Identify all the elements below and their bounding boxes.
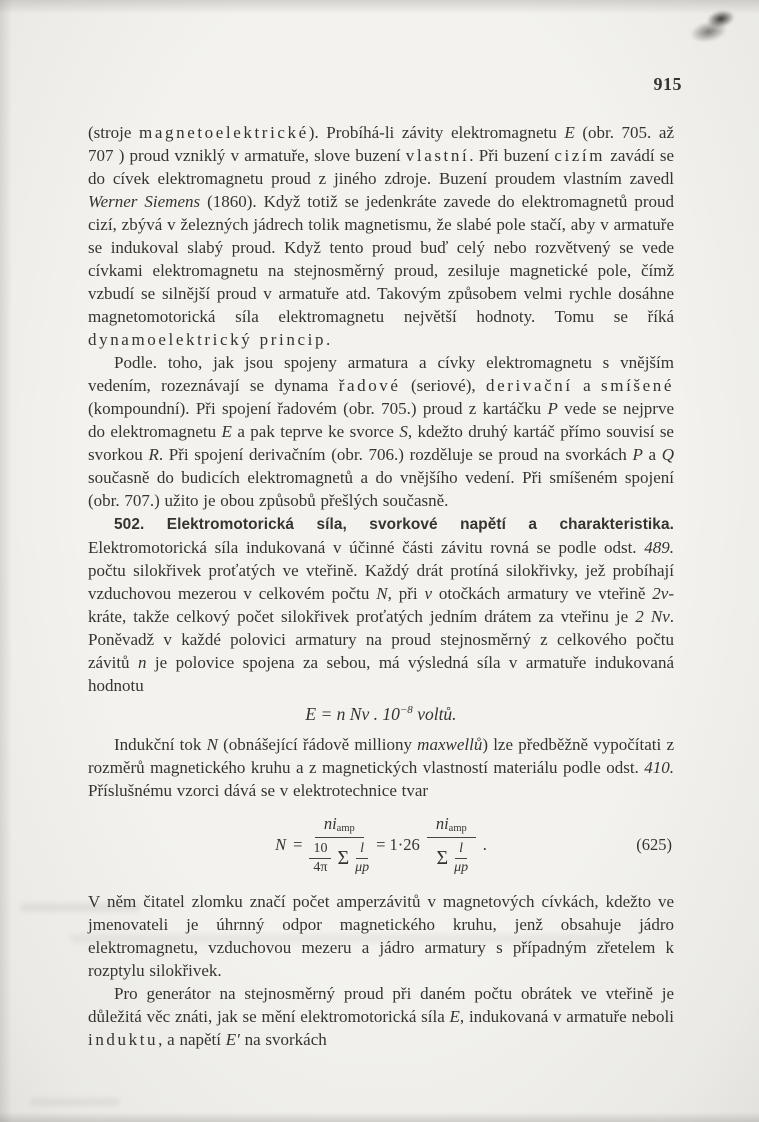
- sub-fraction: [309, 841, 331, 876]
- body-text: V něm čitatel zlomku značí počet amperzávitů v magnetových cívkách, kdežto ve jmenovateli je úhrnný odpor magnetického kruhu, jenž obsahuje jádro elektromagnetu, vzduchovou mezeru a jádro armatury s případným zřetelem k rozptylu silokřivek.: [88, 892, 674, 980]
- spaced-text: induktu: [88, 1030, 159, 1049]
- body-text: (obnášející řádově milliony: [217, 735, 418, 754]
- body-text: .: [326, 330, 331, 349]
- fraction-numerator: [427, 814, 476, 838]
- body-text: zavádí se do cívek elektromagnetu proud z jiného zdroje. Buzení proudem vlastním zavedl: [88, 146, 674, 188]
- body-text: (seriové),: [400, 376, 487, 395]
- ampere-turns-symbol: ni: [323, 814, 337, 833]
- flux-symbol: N: [275, 835, 287, 854]
- sum-symbol: Σ: [337, 847, 350, 869]
- body-text: vede se nejprve do elektromagnetu: [88, 399, 675, 441]
- fraction-numerator: [315, 814, 364, 838]
- italic-text: E: [564, 123, 575, 142]
- paragraph-group: [88, 890, 674, 1051]
- body-text: Elektromotorická síla indukovaná v účinné části závitu rovná se podle odst.: [88, 538, 645, 557]
- text-column: [88, 121, 674, 1051]
- body-text: . Poněvadž v každé polovici armatury na proud stejnosměrný z celkového počtu závitů: [88, 607, 674, 672]
- body-text: . Při buzení: [469, 146, 555, 165]
- italic-text: 489.: [644, 538, 674, 557]
- paragraph: [88, 890, 674, 982]
- body-text: . Při spojení derivačním (obr. 706.) rozděluje se proud na svorkách: [158, 445, 633, 464]
- length-symbol: l: [455, 841, 467, 859]
- italic-text: E: [221, 422, 232, 441]
- italic-text: N: [376, 584, 388, 603]
- spaced-text: řadové: [338, 376, 401, 395]
- body-text: Indukční tok: [114, 735, 207, 754]
- body-text: , a napětí: [158, 1030, 226, 1049]
- fraction-denominator: [309, 838, 369, 876]
- fraction-denominator: [434, 838, 468, 876]
- body-text: a: [642, 445, 662, 464]
- constant-ten: 10: [309, 841, 331, 859]
- formula-emf: [88, 704, 674, 725]
- length-symbol: l: [356, 841, 368, 859]
- italic-text: Werner Siemens: [88, 192, 201, 211]
- page-number: 915: [653, 74, 682, 94]
- mu-p-symbol: μp: [454, 860, 469, 875]
- italic-text: 2 Nv: [635, 607, 670, 626]
- body-text: (1860). Když totiž se jedenkráte zavede do elektromagnetů proud cizí, zbývá v železných jádrech tolik magnetismu, že slabé pole stačí, aby v armatuře se indukoval slabý proud. Když tento proud buď celý nebo rozvětvený se vede cívkami elektromagnetu na stejnosměrný proud, zesiluje magnetické pole, čímž vzbudí se silnější proud v armatuře atd. Takovým způsobem velmi rychle dosáhne magnetomotorická síla elektromagnetu největší hodnoty. Tomu se říká: [88, 192, 674, 326]
- body-text: (kompoundní). Při spojení řadovém (obr. 705.) proud z kartáčku: [88, 399, 548, 418]
- body-text: (obr. 705. až 707 ) proud vzniklý v armatuře, slove buzení: [88, 123, 674, 165]
- equals-coefficient: = 1·26: [376, 835, 420, 854]
- body-text: současně do budicích elektromagnetů a do vnějšího vedení. Při smíšeném spojení (obr. 707.) užito je obou způsobů přešlých současně.: [88, 468, 674, 510]
- paragraph: [88, 512, 674, 697]
- paragraph: [88, 351, 674, 512]
- body-text: (stroje: [88, 123, 140, 142]
- main-fraction: [309, 814, 369, 876]
- equals-sign: =: [293, 835, 303, 854]
- italic-text: S: [399, 422, 408, 441]
- formula-flux-body: [275, 814, 487, 876]
- body-text: Pro generátor na stejnosměrný proud při daném počtu obrátek ve vteřině je důležitá věc znáti, jak se mění elektromotorická síla: [88, 984, 674, 1026]
- spaced-text: vlastní: [405, 146, 470, 165]
- paragraph: [88, 733, 674, 802]
- formula-emf-body: E = n Nv . 10: [305, 704, 400, 724]
- main-fraction: [427, 814, 476, 876]
- italic-text: R: [148, 445, 159, 464]
- body-text: Podle. toho, jak jsou spojeny armatura a cívky elektromagnetu s vnějším vedením, rozeznávají se dynama: [88, 353, 674, 395]
- italic-text: 410.: [644, 758, 674, 777]
- sub-fraction: [355, 841, 369, 876]
- italic-text: 2v: [652, 584, 669, 603]
- formula-emf-exponent: −8: [399, 704, 413, 717]
- italic-text: maxwellů: [417, 735, 483, 754]
- body-text: , při: [387, 584, 425, 603]
- body-text: -kráte, takže celkový počet silokřivek proťatých jedním drátem za vteřinu je: [88, 584, 674, 626]
- spaced-text: smíšené: [601, 376, 674, 395]
- mu-p-symbol: μp: [355, 860, 370, 875]
- body-text: je polovice spojena za sebou, má výsledná síla v armatuře indukovaná hodnotu: [88, 653, 675, 695]
- body-text: ) lze předběžně vypočítati z rozměrů magnetického kruhu a z magnetických vlastností materiálu podle odst.: [88, 735, 674, 777]
- section-heading: 502. Elektromotorická síla, svorkové napětí a charakteristika.: [114, 516, 674, 533]
- amp-subscript: amp: [448, 823, 467, 834]
- italic-text: N: [206, 735, 218, 754]
- body-text: na svorkách: [239, 1030, 327, 1049]
- body-text: otočkách armatury ve vteřině: [432, 584, 653, 603]
- body-text: a pak teprve ke svorce: [231, 422, 400, 441]
- sum-symbol: Σ: [436, 847, 449, 869]
- paragraph-group: [88, 121, 674, 697]
- spaced-text: cizím: [554, 146, 606, 165]
- italic-text: n: [137, 653, 147, 672]
- sub-fraction: [454, 841, 468, 876]
- ink-smudge: [683, 0, 748, 50]
- ampere-turns-symbol: ni: [435, 814, 449, 833]
- italic-text: E′: [225, 1030, 240, 1049]
- italic-text: E: [449, 1007, 460, 1026]
- spaced-text: dynamoelektrický princip: [88, 330, 327, 349]
- paragraph: [88, 121, 674, 351]
- paragraph: [88, 982, 674, 1051]
- body-text: , kdežto druhý kartáč přímo souvisí se svorkou: [88, 422, 674, 464]
- spaced-text: derivační: [486, 376, 573, 395]
- equation-number: (625): [636, 835, 672, 854]
- body-text: počtu silokřivek proťatých ve vteřině. Každý drát protíná silokřivky, jež probíhají vzduchovou mezerou v celkovém počtu: [88, 561, 674, 603]
- body-text: a: [572, 376, 602, 395]
- body-text: , indukovaná v armatuře neboli: [459, 1007, 674, 1026]
- italic-text: Q: [661, 445, 675, 464]
- spaced-text: magnetoelektrické: [139, 123, 309, 142]
- amp-subscript: amp: [336, 823, 355, 834]
- italic-text: P: [632, 445, 643, 464]
- four-pi: 4π: [313, 860, 328, 875]
- period: .: [482, 835, 487, 854]
- italic-text: P: [547, 399, 558, 418]
- body-text: Příslušnému vzorci dává se v elektrotechnice tvar: [88, 781, 429, 800]
- paragraph-group: [88, 733, 674, 802]
- italic-text: v: [424, 584, 433, 603]
- formula-emf-unit: voltů.: [412, 704, 457, 724]
- formula-flux: [88, 814, 674, 876]
- bleedthrough-smudge: [30, 1098, 120, 1106]
- body-text: ). Probíhá-li závity elektromagnetu: [308, 123, 565, 142]
